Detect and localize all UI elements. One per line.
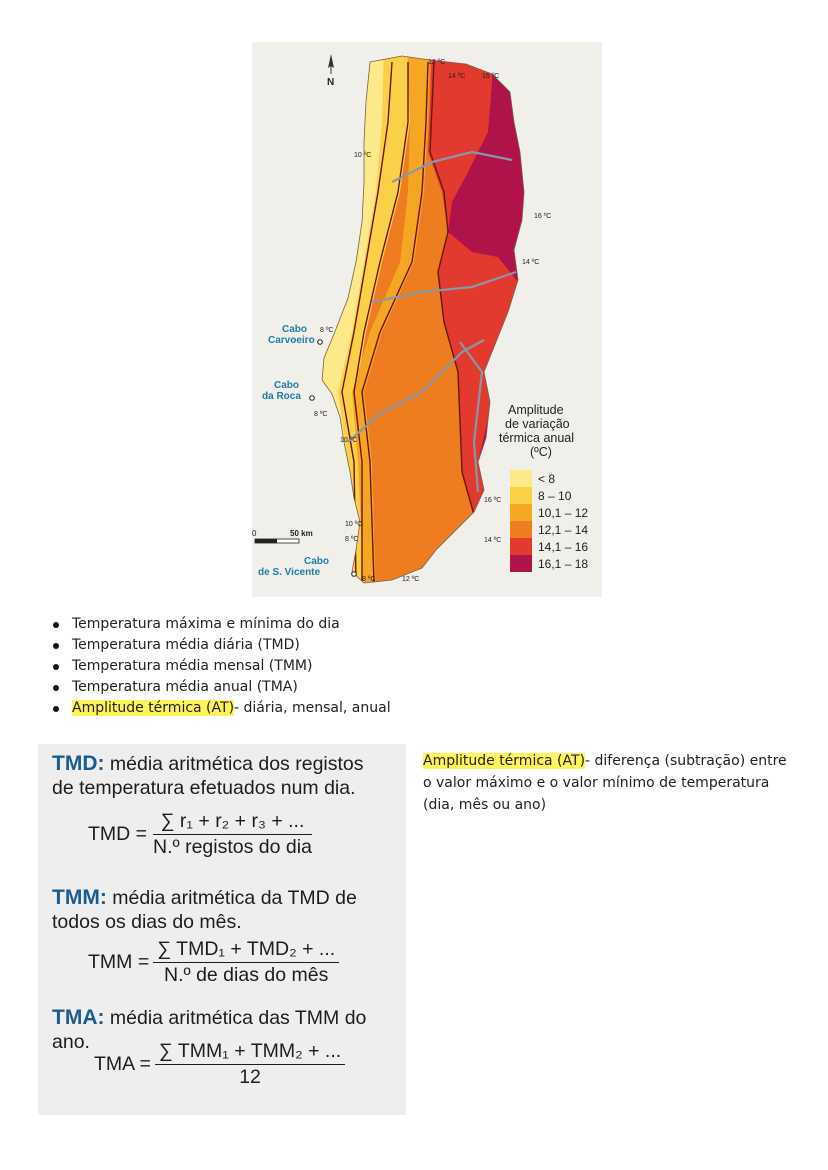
legend-label: 12,1 – 14: [538, 523, 589, 537]
formula-box: [38, 744, 406, 1115]
tmd-text: média aritmética dos registos: [104, 753, 364, 775]
legend-swatch: [510, 538, 532, 555]
tma-term: TMA:: [52, 1006, 105, 1029]
legend-label: 8 – 10: [538, 489, 572, 503]
legend-swatch: [510, 470, 532, 487]
zone-16-18-mid: [514, 277, 602, 372]
map-svg: [252, 42, 602, 597]
tmm-text: média aritmética da TMD de: [106, 887, 357, 909]
isoline-label: 12 ºC: [428, 59, 446, 66]
isoline-label: 8 ºC: [314, 411, 328, 418]
place-label: Cabo: [274, 380, 299, 391]
tma-definition-line2: ano.: [52, 1031, 90, 1053]
list-item: [50, 656, 391, 677]
scale-zero: 0: [252, 529, 257, 538]
isoline-label: 10 ºC: [345, 521, 363, 528]
tma-formula: [94, 1040, 345, 1089]
tmd-definition-line2: de temperatura efetuados num dia.: [52, 777, 356, 799]
amplitude-definition: [423, 750, 793, 816]
isoline-label: 10 ºC: [340, 437, 358, 444]
list-item: [50, 698, 391, 719]
definition-text: - diferença (subtração) entre o valor máximo e o valor mínimo de temperatura (dia, mês ou ano): [423, 753, 787, 813]
place-marker: [318, 340, 323, 345]
tmd-definition: [52, 752, 364, 776]
list-item-text: - diária, mensal, anual: [234, 700, 391, 716]
place-label: Cabo: [304, 556, 329, 567]
tma-definition: [52, 1006, 366, 1030]
legend-label: 10,1 – 12: [538, 506, 589, 520]
place-label: Carvoeiro: [268, 335, 315, 346]
isoline-label: 14 ºC: [448, 73, 466, 80]
tmd-formula: [88, 810, 312, 859]
map-legend: [499, 403, 588, 572]
thermal-amplitude-map: [252, 42, 602, 597]
highlighted-term: Amplitude térmica (AT): [423, 753, 586, 769]
tmm-lhs: TMM =: [88, 951, 150, 973]
isoline-label: 14 ºC: [522, 259, 540, 266]
place-marker: [310, 396, 315, 401]
isoline-label: 14 ºC: [484, 537, 502, 544]
scale-bar: [252, 529, 313, 543]
tmm-term: TMM:: [52, 886, 107, 909]
tmd-term: TMD:: [52, 752, 105, 775]
list-item-text: Temperatura média diária (TMD): [72, 637, 300, 653]
isoline-label: 10 ºC: [354, 152, 372, 159]
isoline-label: 16 ºC: [482, 73, 500, 80]
isoline-label: 8 ºC: [362, 576, 376, 583]
legend-title: de variação: [505, 417, 570, 431]
north-label: N: [327, 77, 335, 88]
legend-title: Amplitude: [508, 403, 564, 417]
highlighted-term: Amplitude térmica (AT): [72, 700, 235, 716]
place-label: da Roca: [262, 391, 301, 402]
list-item: [50, 635, 391, 656]
tmm-definition-line2: todos os dias do mês.: [52, 911, 242, 933]
legend-label: 16,1 – 18: [538, 557, 589, 571]
place-label: de S. Vicente: [258, 567, 321, 578]
isoline-label: 16 ºC: [534, 213, 552, 220]
tmd-lhs: TMD =: [88, 823, 148, 845]
legend-swatch: [510, 504, 532, 521]
legend-swatch: [510, 555, 532, 572]
legend-title: térmica anual: [499, 431, 575, 445]
north-arrow-icon: [328, 54, 334, 74]
list-item-text: Temperatura média anual (TMA): [72, 679, 298, 695]
tmm-denominator: N.º de dias do mês: [164, 964, 329, 986]
tma-denominator: 12: [239, 1066, 261, 1088]
temperature-measures-list: [50, 614, 391, 719]
legend-title: (ºC): [530, 445, 552, 459]
place-marker: [352, 572, 357, 577]
isoline-label: 16 ºC: [484, 497, 502, 504]
tma-lhs: TMA =: [94, 1053, 151, 1075]
place-label: Cabo: [282, 324, 307, 335]
list-item: [50, 677, 391, 698]
tmd-denominator: N.º registos do dia: [153, 836, 312, 858]
tma-numerator: ∑ TMM₁ + TMM₂ + ...: [155, 1040, 345, 1065]
scale-label: 50 km: [290, 529, 313, 538]
tmm-numerator: ∑ TMD₁ + TMD₂ + ...: [153, 938, 339, 963]
tmd-numerator: ∑ r₁ + r₂ + r₃ + ...: [153, 810, 312, 835]
list-item: [50, 614, 391, 635]
tmm-formula: [88, 938, 339, 987]
legend-label: 14,1 – 16: [538, 540, 589, 554]
legend-label: < 8: [538, 472, 556, 486]
tmm-definition: [52, 886, 357, 910]
isoline-label: 8 ºC: [345, 536, 359, 543]
isoline-label: 8 ºC: [320, 327, 334, 334]
tma-text: média aritmética das TMM do: [104, 1007, 367, 1029]
isoline-label: 12 ºC: [402, 576, 420, 583]
list-item-text: Temperatura máxima e mínima do dia: [72, 616, 340, 632]
legend-swatch: [510, 487, 532, 504]
legend-swatch: [510, 521, 532, 538]
list-item-text: Temperatura média mensal (TMM): [72, 658, 313, 674]
